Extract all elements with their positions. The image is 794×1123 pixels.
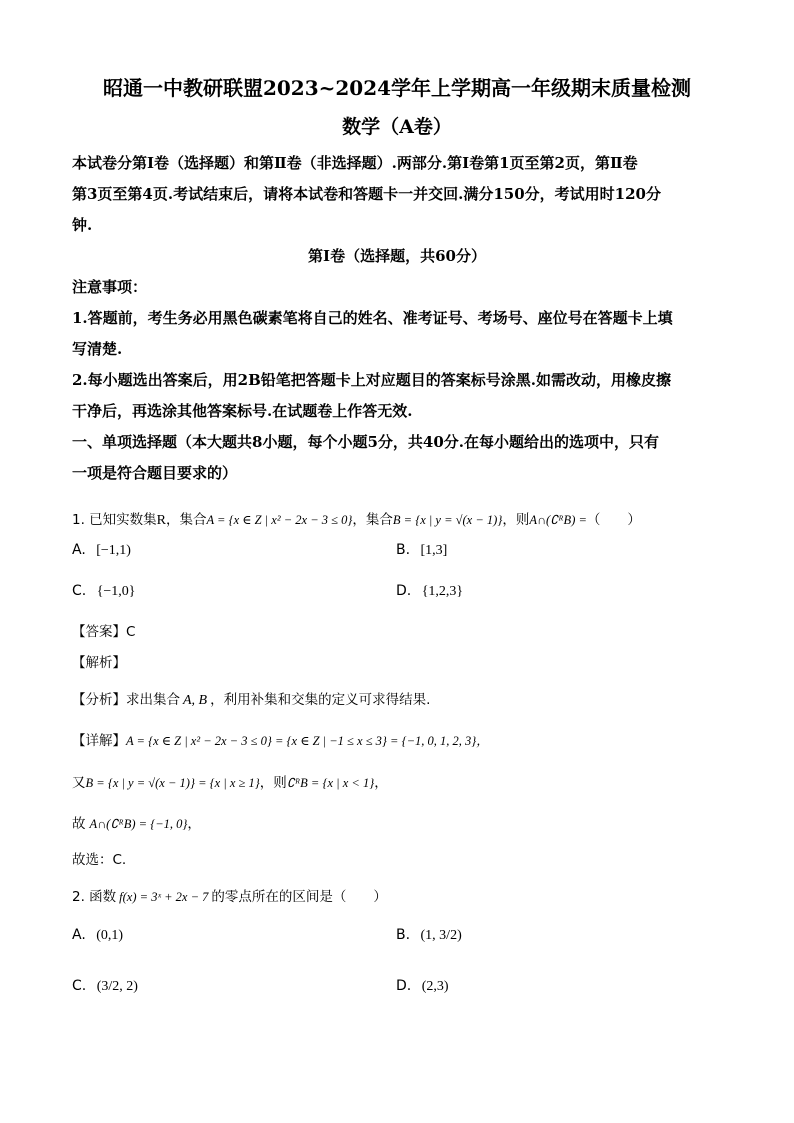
q1-fenxi	[72, 688, 430, 709]
q1-stem	[72, 508, 641, 529]
q1-conclusion: 故选：C.	[72, 852, 127, 868]
q1-analysis-label: 【解析】	[72, 655, 126, 671]
q2-stem	[72, 885, 387, 905]
q1-option-a	[72, 542, 131, 559]
q1-option-c-value: {−1,0}	[96, 584, 136, 599]
part1-line-2: 一项是符合题目要求的）	[72, 464, 238, 482]
q1-detail-3	[72, 812, 201, 832]
detail-2-e: ，	[374, 775, 388, 791]
notice-item-2-line-1: 2.每小题选出答案后，用2B铅笔把答题卡上对应题目的答案标号涂黑.如需改动，用橡皮擦	[72, 371, 672, 389]
detail-1-expr: A = {x ∈ Z | x² − 2x − 3 ≤ 0} = {x ∈ Z | −1 ≤ x ≤ 3} = {−1, 0, 1, 2, 3}，	[126, 734, 489, 748]
answer-value: C	[126, 624, 136, 640]
q1-option-a-value: [−1,1)	[96, 543, 131, 558]
q1-stem-a: 1. 已知实数集	[72, 512, 157, 528]
q1-set-a: A = {x ∈ Z | x² − 2x − 3 ≤ 0}	[206, 513, 353, 527]
q2-option-a	[72, 927, 123, 944]
exam-subtitle: 数学（A卷）	[342, 116, 452, 138]
q2-option-d	[396, 978, 449, 995]
q1-stem-c: ，集合	[352, 512, 393, 528]
detail-2-c: ，则	[259, 775, 287, 791]
q2-option-c	[72, 978, 138, 995]
fenxi-label: 【分析】	[72, 692, 126, 708]
detail-2-b: B = {x | y = √(x − 1)} = {x | x ≥ 1}	[85, 776, 260, 790]
q2-option-a-label: A.	[72, 927, 86, 943]
intro-line-3: 钟.	[72, 216, 93, 234]
fenxi-sets: A, B	[183, 693, 208, 708]
q1-answer	[72, 620, 135, 640]
q2-stem-a: 2. 函数	[72, 889, 117, 905]
notice-item-2-line-2: 干净后，再选涂其他答案标号.在试题卷上作答无效.	[72, 402, 413, 420]
intro-line-2: 第3页至第4页.考试结束后，请将本试卷和答题卡一并交回.满分150分，考试用时120分	[72, 185, 661, 203]
q1-option-d-value: {1,2,3}	[421, 584, 464, 599]
detail-3-c: ，	[187, 816, 201, 832]
q1-option-c	[72, 583, 136, 600]
q1-option-b	[396, 542, 447, 559]
q2-stem-b: 的零点所在的区间是（ ）	[211, 889, 387, 905]
detail-2-d: ∁ᴿB = {x | x < 1}	[286, 776, 375, 790]
fenxi-text: 求出集合	[126, 692, 180, 708]
q1-detail-1	[72, 729, 489, 749]
part1-line-1: 一、单项选择题（本大题共8小题，每个小题5分，共40分.在每小题给出的选项中，只有	[72, 433, 659, 451]
notice-item-1-line-2: 写清楚.	[72, 340, 123, 358]
q1-paren: （ ）	[586, 512, 641, 528]
q1-option-d	[396, 583, 463, 600]
fenxi-text2: ，利用补集和交集的定义可求得结果.	[210, 692, 431, 708]
exam-title: 昭通一中教研联盟2023~2024学年上学期高一年级期末质量检测	[102, 76, 692, 100]
notice-item-1-line-1: 1.答题前，考生务必用黑色碳素笔将自己的姓名、准考证号、考场号、座位号在答题卡上填	[72, 309, 673, 327]
notice-label: 注意事项：	[72, 278, 148, 296]
q1-option-b-value: [1,3]	[420, 543, 448, 558]
q2-option-b-value: (1, 3/2)	[420, 928, 462, 943]
detail-label: 【详解】	[72, 733, 126, 749]
answer-label: 【答案】	[72, 624, 126, 640]
q2-option-d-value: (2,3)	[421, 979, 449, 994]
q1-option-b-label: B.	[396, 542, 411, 558]
q1-option-c-label: C.	[72, 583, 87, 599]
q1-option-a-label: A.	[72, 542, 86, 558]
q1-expr: A∩(∁ᴿB) =	[529, 513, 587, 527]
detail-3-b: A∩(∁ᴿB) = {−1, 0}	[89, 817, 188, 831]
q2-option-c-value: (3/2, 2)	[96, 979, 138, 994]
q2-option-b	[396, 927, 462, 944]
q2-func: f(x) = 3ˣ + 2x − 7	[119, 890, 209, 904]
q2-option-c-label: C.	[72, 978, 87, 994]
q1-stem-r: R	[156, 513, 167, 528]
intro-line-1: 本试卷分第Ⅰ卷（选择题）和第Ⅱ卷（非选择题）.两部分.第Ⅰ卷第1页至第2页，第Ⅱ卷	[72, 154, 638, 172]
q1-detail-2	[72, 771, 388, 791]
q1-stem-b: ，集合	[166, 512, 207, 528]
section-heading: 第Ⅰ卷（选择题，共60分）	[308, 247, 486, 265]
q2-option-a-value: (0,1)	[96, 928, 124, 943]
q1-option-d-label: D.	[396, 583, 412, 599]
q1-stem-d: ，则	[502, 512, 530, 528]
detail-3-a: 故	[72, 816, 86, 832]
q2-option-b-label: B.	[396, 927, 411, 943]
q2-option-d-label: D.	[396, 978, 412, 994]
q1-set-b: B = {x | y = √(x − 1)}	[392, 513, 503, 527]
detail-2-a: 又	[72, 775, 86, 791]
